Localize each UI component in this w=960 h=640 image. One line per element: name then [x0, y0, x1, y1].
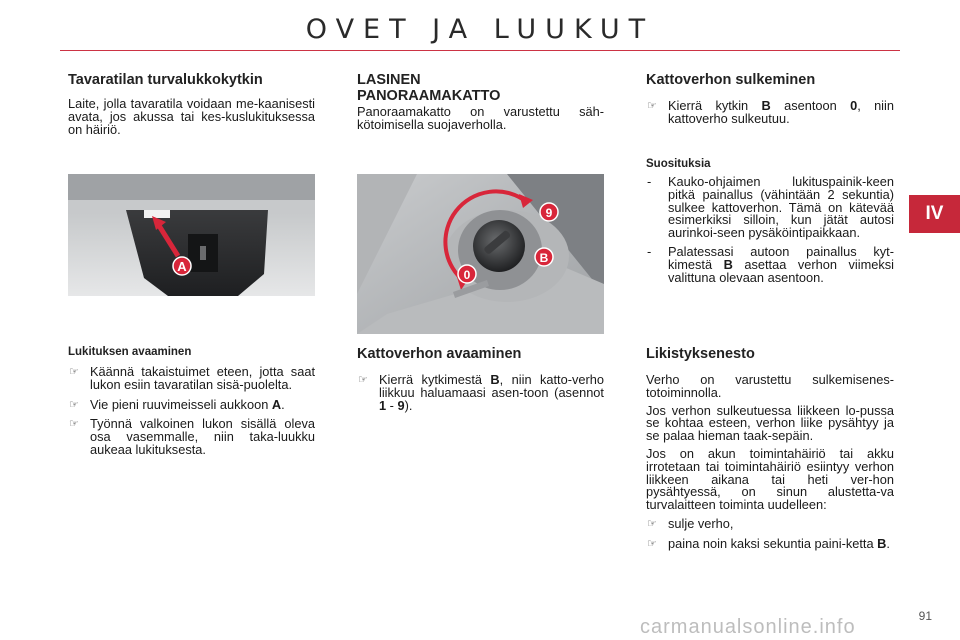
list-item: ☞ sulje verho,: [647, 515, 734, 531]
label-b: B: [539, 251, 549, 265]
anti-pinch-para-3: Jos on akun toimintahäiriö tai akku irrotetaan tai toimintahäiriö esiintyy verhon liikkeen aikana tai heti ver-hon pysähtyessä, on sinun alustetta-va turvalaitteen toiminta uudelleen:: [646, 445, 894, 513]
list-item: - Palatessasi autoon painallus kyt-kimestä B asettaa verhon viimeksi valittuna olevaan asentoon.: [647, 243, 894, 285]
anti-pinch-heading: Likistyksenesto: [646, 346, 755, 362]
closing-steps: [646, 100, 894, 126]
trunk-lock-heading: Tavaratilan turvalukkokytkin: [68, 72, 263, 88]
roof-switch-photo: [357, 174, 604, 334]
page-number: 91: [918, 609, 932, 623]
panorama-intro: Panoraamakatto on varustettu säh-kötoimisella suojaverholla.: [357, 104, 604, 132]
list-item: - Kauko-ohjaimen lukituspainik-keen pitkä painallus (vähintään 2 sekuntia) sulkee kattoverhon. Tämä on kätevää esimerkiksi silloin, kun jätät autosi aurinkoi-seen pysäköintipaikkaan.: [647, 174, 894, 241]
pointing-hand-icon: ☞: [647, 517, 657, 530]
trunk-lock-intro: Laite, jolla tavaratila voidaan me-kaanisesti avata, jos akussa tai kes-kuslukituksessa on häiriö.: [68, 96, 315, 137]
chapter-tab[interactable]: IV: [909, 195, 960, 233]
watermark-text: carmanualsonline.info: [640, 616, 856, 638]
anti-pinch-para-2: Jos verhon sulkeutuessa liikkeen lo-pussa se kohtaa esteen, verhon liike pysähtyy ja se palaa hieman taak-sepäin.: [646, 402, 894, 444]
list-item: ☞ Käännä takaistuimet eteen, jotta saat lukon esiin tavaratilan sisä-puolelta.: [69, 364, 315, 392]
list-item: ☞ Kierrä kytkin B asentoon 0, niin kattoverho sulkeutuu.: [647, 98, 894, 126]
pointing-hand-icon: ☞: [69, 366, 79, 378]
closing-heading: Kattoverhon sulkeminen: [646, 72, 816, 88]
unlocking-heading: Lukituksen avaaminen: [68, 346, 192, 358]
column-recommendations: [646, 158, 894, 290]
opening-steps: [357, 374, 604, 412]
column-panorama: [357, 72, 604, 132]
column-unlocking: [68, 346, 315, 464]
label-a: A: [177, 259, 187, 274]
anti-pinch-para-1: Verho on varustettu sulkemisenes-totoiminnolla.: [646, 372, 894, 400]
pointing-hand-icon: ☞: [69, 418, 79, 431]
panorama-heading: LASINEN PANORAAMAKATTO: [357, 72, 501, 104]
list-item: ☞ Työnnä valkoinen lukon sisällä oleva osa vasemmalle, niin taka-luukku aukeaa lukituksesta.: [69, 416, 315, 457]
pointing-hand-icon: ☞: [647, 100, 657, 112]
unlocking-steps: [68, 366, 315, 457]
title-divider: [60, 50, 900, 51]
list-item: ☞ paina noin kaksi sekuntia paini-ketta B.: [647, 535, 890, 551]
column-anti-pinch: [646, 346, 894, 558]
list-item: ☞ Kierrä kytkimestä B, niin katto-verho liikkuu haluamaasi asen-toon (asennot 1 - 9).: [358, 372, 604, 413]
pointing-hand-icon: ☞: [69, 398, 79, 411]
column-closing: [646, 72, 894, 133]
label-zero: 0: [463, 268, 471, 282]
recommendations-heading: Suosituksia: [646, 158, 711, 170]
column-opening: [357, 346, 604, 419]
page-title: OVET JA LUUKUT: [305, 14, 655, 45]
recommendations-list: [646, 176, 894, 284]
pointing-hand-icon: ☞: [647, 537, 657, 550]
label-nine: 9: [545, 206, 553, 220]
trunk-lock-photo: [68, 174, 315, 296]
pointing-hand-icon: ☞: [358, 374, 368, 386]
opening-heading: Kattoverhon avaaminen: [357, 346, 522, 362]
anti-pinch-steps: [646, 515, 894, 551]
list-item: ☞ Vie pieni ruuvimeisseli aukkoon A.: [69, 396, 285, 412]
column-trunk-lock: [68, 72, 315, 136]
